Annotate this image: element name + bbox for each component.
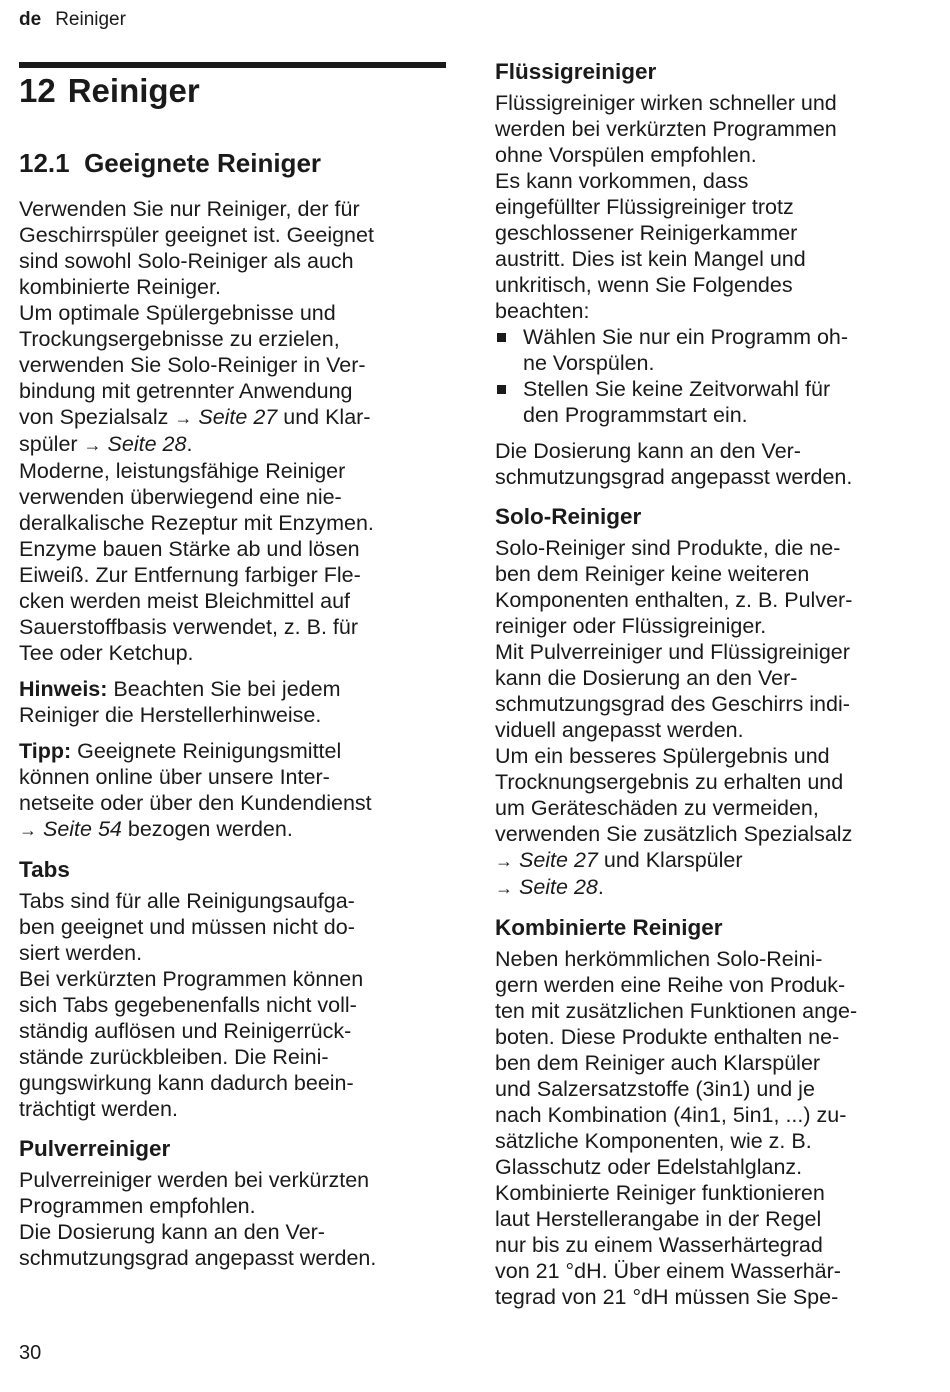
list-item	[495, 376, 927, 428]
left-column	[19, 147, 447, 1271]
text-line: bindung mit getrennter Anwendung	[19, 379, 353, 403]
text-line: Um ein besseres Spülergebnis und	[495, 744, 830, 768]
text-fragment: .	[597, 875, 604, 899]
text-fragment: bezogen werden.	[121, 817, 293, 841]
text-line: ben dem Reiniger auch Klarspüler	[495, 1051, 821, 1075]
text-line	[495, 874, 927, 901]
tipp-note	[19, 738, 447, 843]
hinweis-note	[19, 676, 447, 728]
text-line: verwenden Sie zusätzlich Spezialsalz	[495, 822, 853, 846]
pulver-section	[19, 1135, 447, 1271]
text-line: viduell angepasst werden.	[495, 718, 744, 742]
text-line: cken werden meist Bleichmittel auf	[19, 589, 351, 613]
text-line: tegrad von 21 °dH müssen Sie Spe-	[495, 1285, 839, 1309]
text-line	[495, 847, 927, 874]
text-line: boten. Diese Produkte enthalten ne-	[495, 1025, 840, 1049]
note-label: Hinweis:	[19, 677, 108, 701]
text-line: ben dem Reiniger keine weiteren	[495, 562, 810, 586]
text-line: gern werden eine Reihe von Produk-	[495, 973, 846, 997]
chapter-rule	[19, 62, 446, 68]
fluessig-section	[495, 58, 927, 490]
section-title-text: Geeignete Reiniger	[84, 148, 322, 178]
subsection-title-tabs: Tabs	[19, 857, 70, 882]
page-reference-link[interactable]: Seite 27	[198, 405, 278, 429]
text-line: Geschirrspüler geeignet ist. Geeignet	[19, 223, 374, 247]
text-line: gungswirkung kann dadurch beein-	[19, 1071, 354, 1095]
text-line: und Salzersatzstoffe (3in1) und je	[495, 1077, 815, 1101]
text-line: sich Tabs gegebenenfalls nicht voll-	[19, 993, 357, 1017]
text-line: Trocknungsergebnis zu erhalten und	[495, 770, 844, 794]
text-line: Verwenden Sie nur Reiniger, der für	[19, 197, 360, 221]
page-header	[19, 9, 126, 31]
subsection-title-pulver: Pulverreiniger	[19, 1136, 171, 1161]
text-line: sind sowohl Solo-Reiniger als auch	[19, 249, 354, 273]
text-line: kann die Dosierung an den Ver-	[495, 666, 798, 690]
arrow-icon: →	[495, 851, 513, 871]
text-fragment: .	[186, 432, 193, 456]
text-line: stände zurückbleiben. Die Reini-	[19, 1045, 329, 1069]
text-line: siert werden.	[19, 941, 143, 965]
page-reference-link[interactable]: Seite 27	[518, 848, 598, 872]
solo-section	[495, 503, 927, 901]
text-line: Trockungsergebnisse zu erzielen,	[19, 327, 340, 351]
text-line: deralkalische Rezeptur mit Enzymen.	[19, 511, 374, 535]
text-line	[19, 738, 447, 764]
text-line: schmutzungsgrad angepasst werden.	[19, 1246, 377, 1270]
text-line: Glasschutz oder Edelstahlglanz.	[495, 1155, 803, 1179]
text-fragment: den Programmstart ein.	[523, 403, 748, 427]
text-fragment: Geeignete Reinigungsmittel	[71, 739, 342, 763]
list-item	[495, 324, 927, 376]
text-line: schmutzungsgrad angepasst werden.	[495, 465, 853, 489]
chapter-title-text: Reiniger	[67, 72, 200, 109]
text-fragment: Stellen Sie keine Zeitvorwahl für	[523, 377, 831, 401]
language-code: de	[19, 9, 42, 30]
text-line: Um optimale Spülergebnisse und	[19, 301, 336, 325]
text-line: Die Dosierung kann an den Ver-	[19, 1220, 325, 1244]
text-fragment: von Spezialsalz	[19, 405, 175, 429]
text-line: werden bei verkürzten Programmen	[495, 117, 837, 141]
text-fragment: ne Vorspülen.	[523, 351, 655, 375]
text-line	[19, 404, 447, 431]
chapter-number: 12	[19, 72, 56, 109]
page-reference-link[interactable]: Seite 54	[42, 817, 122, 841]
chapter-title	[19, 70, 200, 112]
text-line	[19, 676, 447, 702]
text-line: schmutzungsgrad des Geschirrs indi-	[495, 692, 850, 716]
text-line: geschlossener Reinigerkammer	[495, 221, 798, 245]
bullet-list	[495, 324, 927, 428]
text-line: austritt. Dies ist kein Mangel und	[495, 247, 806, 271]
text-line: Sauerstoffbasis verwendet, z. B. für	[19, 615, 358, 639]
text-line: ben geeignet und müssen nicht do-	[19, 915, 355, 939]
text-line: ten mit zusätzlichen Funktionen ange-	[495, 999, 858, 1023]
text-line: netseite oder über den Kundendienst	[19, 791, 372, 815]
subsection-title-kombi: Kombinierte Reiniger	[495, 915, 723, 940]
text-line: ständig auflösen und Reinigerrück-	[19, 1019, 352, 1043]
text-line: Komponenten enthalten, z. B. Pulver-	[495, 588, 853, 612]
right-column	[495, 58, 927, 1310]
text-line: laut Herstellerangabe in der Regel	[495, 1207, 822, 1231]
text-line: Kombinierte Reiniger funktionieren	[495, 1181, 825, 1205]
text-line: Enzyme bauen Stärke ab und lösen	[19, 537, 360, 561]
text-fragment: und Klarspüler	[597, 848, 743, 872]
tip-label: Tipp:	[19, 739, 72, 763]
arrow-icon: →	[174, 408, 193, 428]
text-line: Pulverreiniger werden bei verkürzten	[19, 1168, 370, 1192]
text-line: Eiweiß. Zur Entfernung farbiger Fle-	[19, 563, 361, 587]
text-line: Flüssigreiniger wirken schneller und	[495, 91, 837, 115]
text-line: trächtigt werden.	[19, 1097, 178, 1121]
text-line: Tee oder Ketchup.	[19, 641, 194, 665]
text-line: Tabs sind für alle Reinigungsaufga-	[19, 889, 355, 913]
text-line: eingefüllter Flüssigreiniger trotz	[495, 195, 794, 219]
text-line: verwenden Sie Solo-Reiniger in Ver-	[19, 353, 366, 377]
text-fragment: spüler	[19, 432, 84, 456]
text-line: können online über unsere Inter-	[19, 765, 330, 789]
subsection-title-solo: Solo-Reiniger	[495, 504, 642, 529]
text-fragment: Beachten Sie bei jedem	[107, 677, 341, 701]
header-section: Reiniger	[55, 9, 126, 30]
intro-paragraph	[19, 196, 447, 666]
page-reference-link[interactable]: Seite 28	[107, 432, 187, 456]
text-line: sätzliche Komponenten, wie z. B.	[495, 1129, 812, 1153]
tabs-section	[19, 856, 447, 1122]
text-line	[19, 816, 447, 843]
text-line: verwenden überwiegend eine nie-	[19, 485, 342, 509]
text-fragment: Wählen Sie nur ein Programm oh-	[523, 325, 849, 349]
section-title	[19, 147, 447, 179]
text-fragment: und Klar-	[277, 405, 371, 429]
text-line: Solo-Reiniger sind Produkte, die ne-	[495, 536, 841, 560]
text-line: Neben herkömmlichen Solo-Reini-	[495, 947, 823, 971]
page-reference-link[interactable]: Seite 28	[518, 875, 598, 899]
page-number: 30	[19, 1342, 42, 1364]
text-line: von 21 °dH. Über einem Wasserhär-	[495, 1259, 841, 1283]
text-line: Reiniger die Herstellerhinweise.	[19, 703, 322, 727]
text-line: reiniger oder Flüssigreiniger.	[495, 614, 767, 638]
text-line: Mit Pulverreiniger und Flüssigreiniger	[495, 640, 850, 664]
text-line: Programmen empfohlen.	[19, 1194, 256, 1218]
text-line: Moderne, leistungsfähige Reiniger	[19, 459, 346, 483]
text-line: nach Kombination (4in1, 5in1, ...) zu-	[495, 1103, 847, 1127]
text-line: unkritisch, wenn Sie Folgendes	[495, 273, 793, 297]
arrow-icon: →	[19, 820, 37, 840]
text-line: nur bis zu einem Wasserhärtegrad	[495, 1233, 823, 1257]
text-line: Es kann vorkommen, dass	[495, 169, 749, 193]
text-line: um Geräteschäden zu vermeiden,	[495, 796, 819, 820]
text-line	[19, 431, 447, 458]
text-line: kombinierte Reiniger.	[19, 275, 221, 299]
subsection-title-fluessig: Flüssigreiniger	[495, 59, 657, 84]
text-line: Bei verkürzten Programmen können	[19, 967, 364, 991]
arrow-icon: →	[495, 878, 513, 898]
text-line: beachten:	[495, 299, 590, 323]
section-number: 12.1	[19, 148, 70, 178]
kombi-section	[495, 914, 927, 1310]
text-line: ohne Vorspülen empfohlen.	[495, 143, 757, 167]
arrow-icon: →	[83, 435, 102, 455]
text-line: Die Dosierung kann an den Ver-	[495, 439, 801, 463]
